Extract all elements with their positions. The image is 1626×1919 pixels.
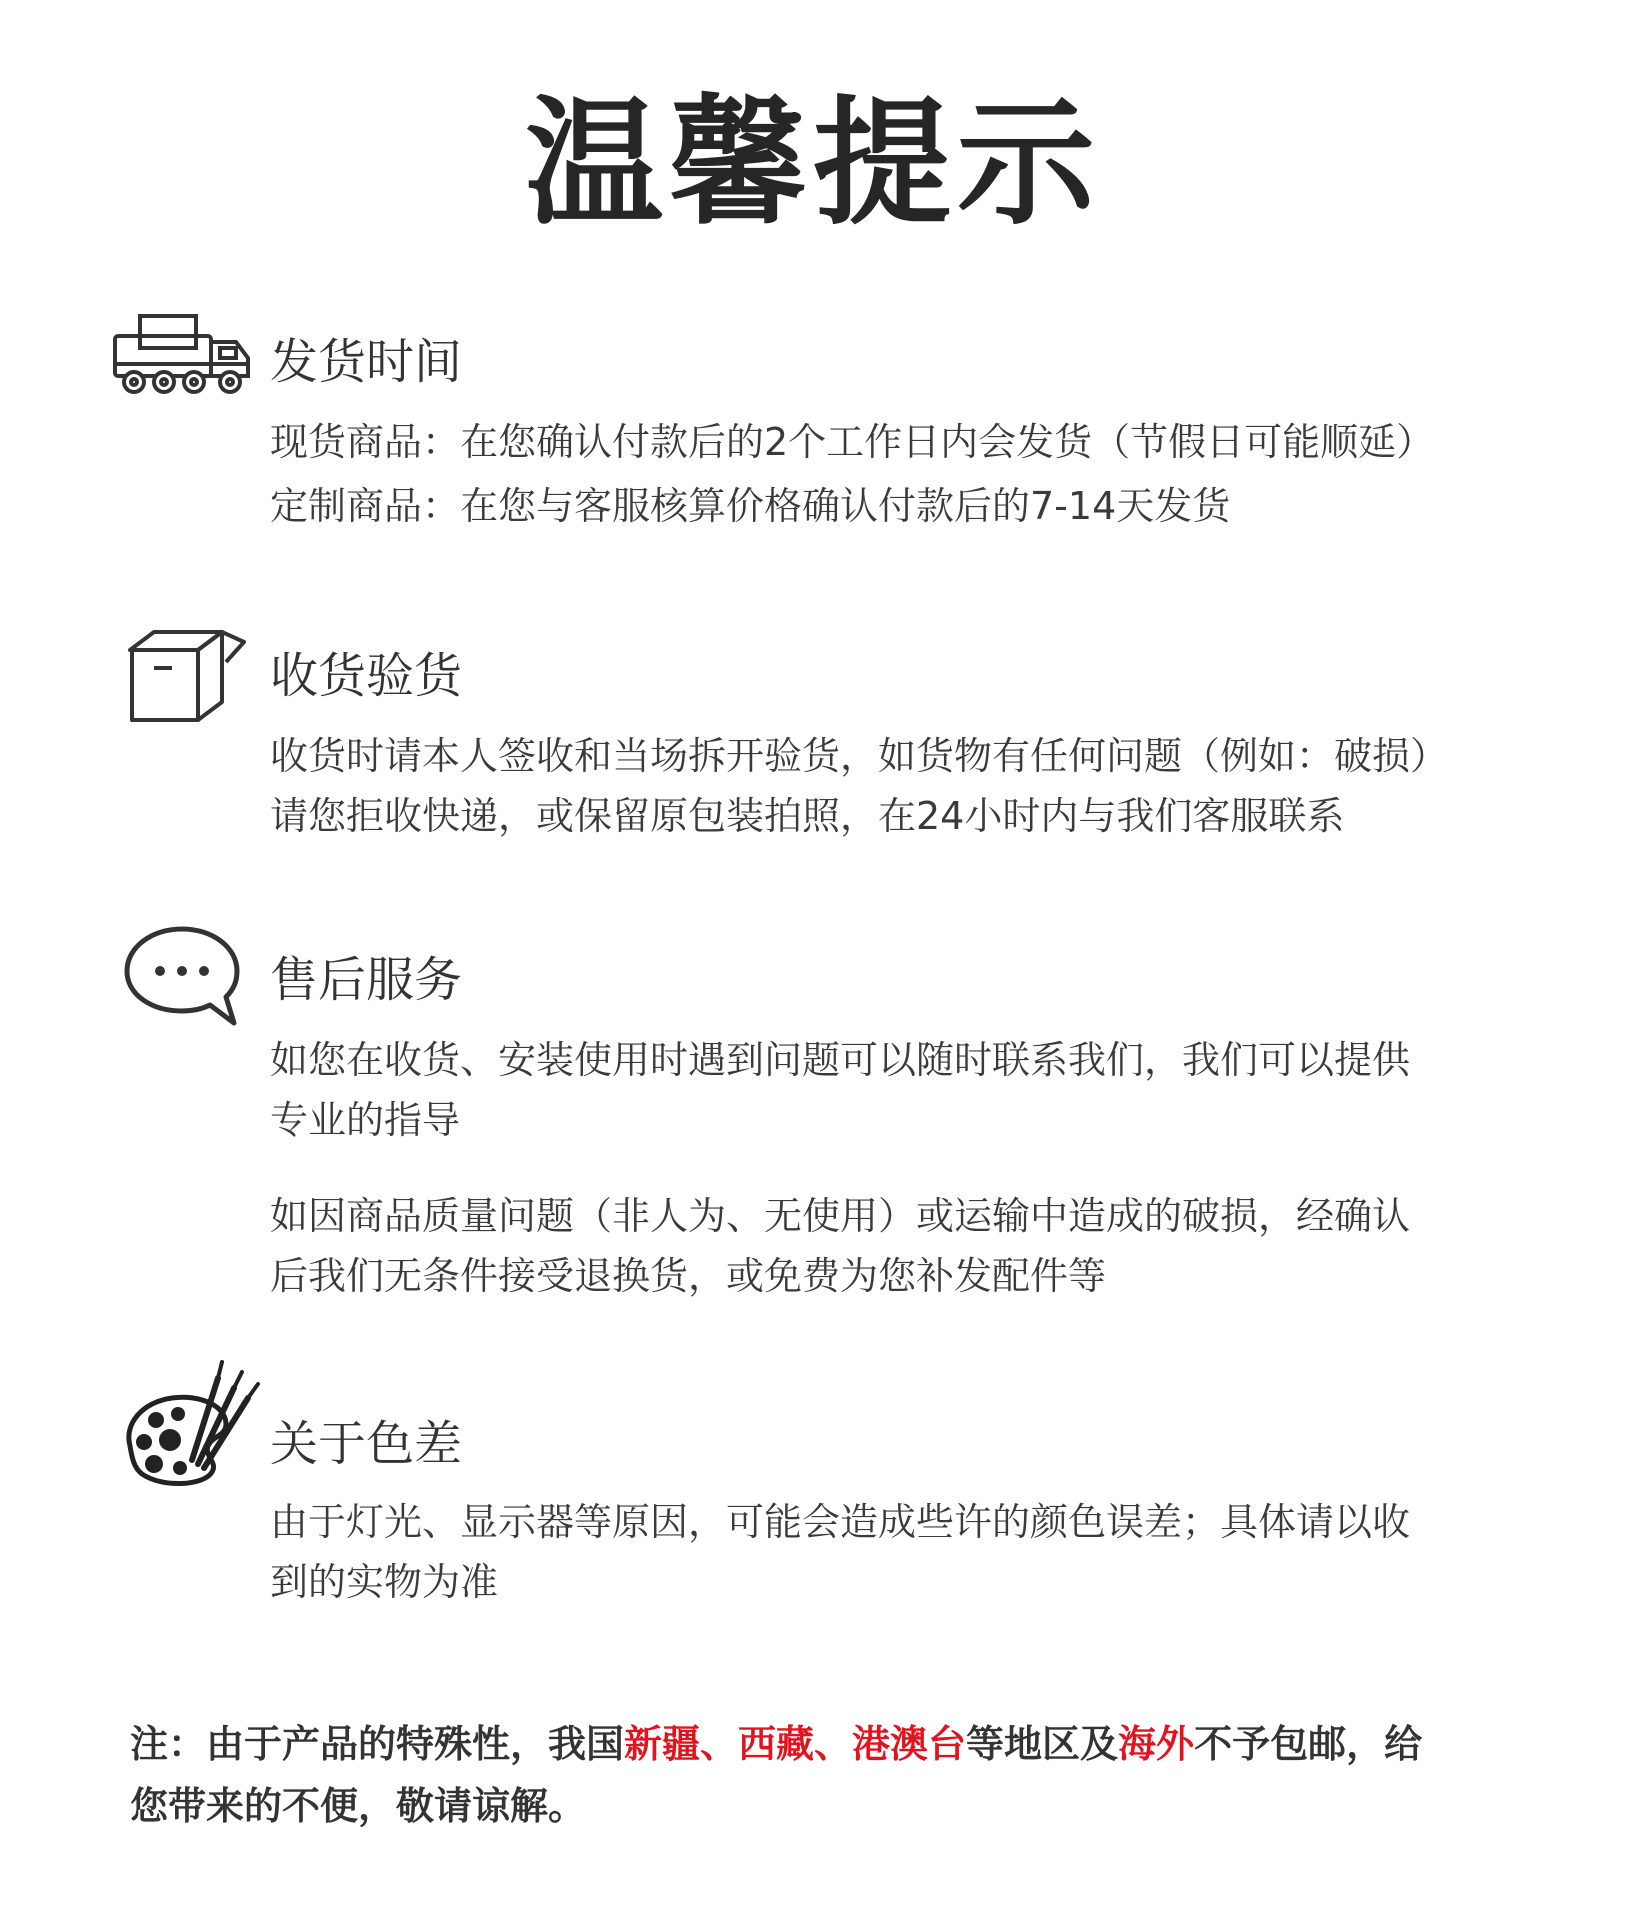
section-text [270, 1492, 1570, 1612]
note-middle: 等地区及 [966, 1722, 1119, 1766]
text-line: 定制商品：在您与客服核算价格确认付款后的7-14天发货 [270, 484, 1231, 528]
page-title: 温馨提示 [524, 83, 1101, 244]
note-line-2: 您带来的不便，敬请谅解。 [130, 1784, 587, 1828]
text-line: 由于灯光、显示器等原因，可能会造成些许的颜色误差；具体请以收 [270, 1500, 1411, 1544]
section-heading: 发货时间 [270, 334, 463, 390]
palette-icon [122, 1358, 268, 1492]
note-suffix: 不予包邮，给 [1194, 1722, 1423, 1766]
text-line: 后我们无条件接受退换货，或免费为您补发配件等 [270, 1254, 1107, 1298]
section-text-2 [270, 1186, 1570, 1306]
truck-icon [112, 312, 252, 398]
section-heading: 关于色差 [270, 1416, 463, 1472]
note-prefix: 注：由于产品的特殊性，我国 [130, 1722, 625, 1766]
section-heading: 售后服务 [270, 952, 463, 1008]
note-region-domestic: 新疆、西藏、港澳台 [624, 1722, 967, 1766]
text-line: 收货时请本人签收和当场拆开验货，如货物有任何问题（例如：破损） [270, 734, 1449, 778]
chat-bubble-icon [122, 925, 242, 1027]
text-line: 如因商品质量问题（非人为、无使用）或运输中造成的破损，经确认 [270, 1194, 1411, 1238]
text-line: 如您在收货、安装使用时遇到问题可以随时联系我们，我们可以提供 [270, 1038, 1411, 1082]
box-icon [126, 628, 250, 724]
section-text [270, 726, 1570, 846]
note-region-overseas: 海外 [1118, 1722, 1195, 1766]
section-text [270, 1030, 1570, 1150]
text-line: 现货商品：在您确认付款后的2个工作日内会发货（节假日可能顺延） [270, 420, 1435, 464]
shipping-note [130, 1713, 1530, 1837]
note-line-1 [130, 1713, 1530, 1775]
text-line: 专业的指导 [270, 1098, 461, 1142]
text-line: 到的实物为准 [270, 1560, 499, 1604]
text-line: 请您拒收快递，或保留原包装拍照，在24小时内与我们客服联系 [270, 794, 1345, 838]
section-text [270, 410, 1570, 538]
section-heading: 收货验货 [270, 648, 463, 704]
